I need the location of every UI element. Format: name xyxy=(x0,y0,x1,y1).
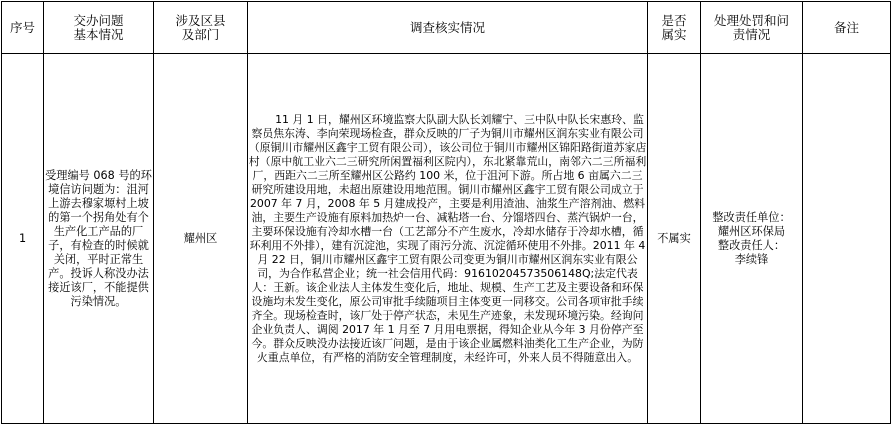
table-row xyxy=(2,54,891,424)
cell-verification xyxy=(248,54,648,424)
handling-person-value: 李续锋 xyxy=(734,252,769,266)
cell-note xyxy=(803,54,891,424)
cell-basic-situation: 受理编号 068 号的环境信访问题为：沮河上游去穆家塬村上坡的第一个拐角处有个生产化工产品的厂子，有检查的时候就关闭，平时正常生产。投诉人称没办法接近该厂，不能提供污染情况。 xyxy=(44,54,154,424)
header-dept-line-1: 涉及区县 xyxy=(175,12,226,28)
header-row xyxy=(2,2,891,54)
cell-handling xyxy=(701,54,803,424)
handling-unit-label: 整改责任单位： xyxy=(712,210,791,224)
header-note: 备注 xyxy=(803,2,891,54)
header-handling-line-1: 处理处罚和问 xyxy=(713,12,789,28)
header-handling xyxy=(701,2,803,54)
header-isreal-line-2: 属实 xyxy=(661,26,687,42)
handling-person-label: 整改责任人： xyxy=(717,238,786,252)
handling-unit-value: 耀州区环保局 xyxy=(717,224,786,238)
header-handling-line-2: 责情况 xyxy=(732,26,771,42)
header-verification: 调查核实情况 xyxy=(248,2,648,54)
header-is-real xyxy=(648,2,701,54)
header-seq: 序号 xyxy=(2,2,44,54)
cell-seq: 1 xyxy=(2,54,44,424)
header-department xyxy=(154,2,248,54)
header-basic-line-1: 交办问题 xyxy=(73,12,124,28)
header-isreal-line-1: 是否 xyxy=(661,12,687,28)
header-basic-line-2: 基本情况 xyxy=(73,26,124,42)
header-dept-line-2: 及部门 xyxy=(181,26,220,42)
cell-department: 耀州区 xyxy=(154,54,248,424)
verification-text: 11 月 1 日，耀州区环境监察大队副大队长刘耀宁、三中队中队长宋惠玲、监察员焦东涛、李向荣现场检查，群众反映的厂子为铜川市耀州区润东实业有限公司（原铜川市耀州区鑫宇工贸有限公司），该公司位于铜川市耀州区锦阳路街道苏家店村（原中航工业六二三研究所闲置福利区院内），东北紧靠荒山，南邻六二三所福利厂，西距六二三所至耀州区公路约 100 米，位于沮河下游。所占地 6 亩属六二三研究所建设用地，未超出原建设用地范围。铜川市耀州区鑫宇工贸有限公司成立于 2007 年 7 月，2008 年 5 月建成投产，主要是利用渣油、油浆生产溶剂油、燃料油，主要生产设施有原料加热炉一台、减粘塔一台、分馏塔四台、蒸汽锅炉一台，主要环保设施有冷却水槽一台（工艺部分不产生废水，冷却水储存于冷却水槽，循环利用不外排），建有沉淀池，实现了雨污分流、沉淀循环使用不外排。2011 年 4 月 22 日，铜川市耀州区鑫宇工贸有限公司变更为铜川市耀州区润东实业有限公司，为合作私营企业；统一社会信用代码：91610204573506148Q;法定代表人：王新。该企业法人主体发生变化后，地址、规模、生产工艺及主要设备和环保设施均未发生变化，原公司审批手续随项目主体变更一同移交。公司各项审批手续齐全。现场检查时，该厂处于停产状态，未见生产迹象，未发现环境污染。经询问企业负责人、调阅 2017 年 1 月至 7 月用电票据，得知企业从今年 3 月份停产至今。群众反映没办法接近该厂问题，是由于该企业属燃料油类化工生产企业，为防火重点单位，有严格的消防安全管理制度，未经许可，外来人员不得随意出入。 xyxy=(248,112,647,364)
cell-is-real: 不属实 xyxy=(648,54,701,424)
header-basic-situation xyxy=(44,2,154,54)
report-table xyxy=(1,1,891,424)
